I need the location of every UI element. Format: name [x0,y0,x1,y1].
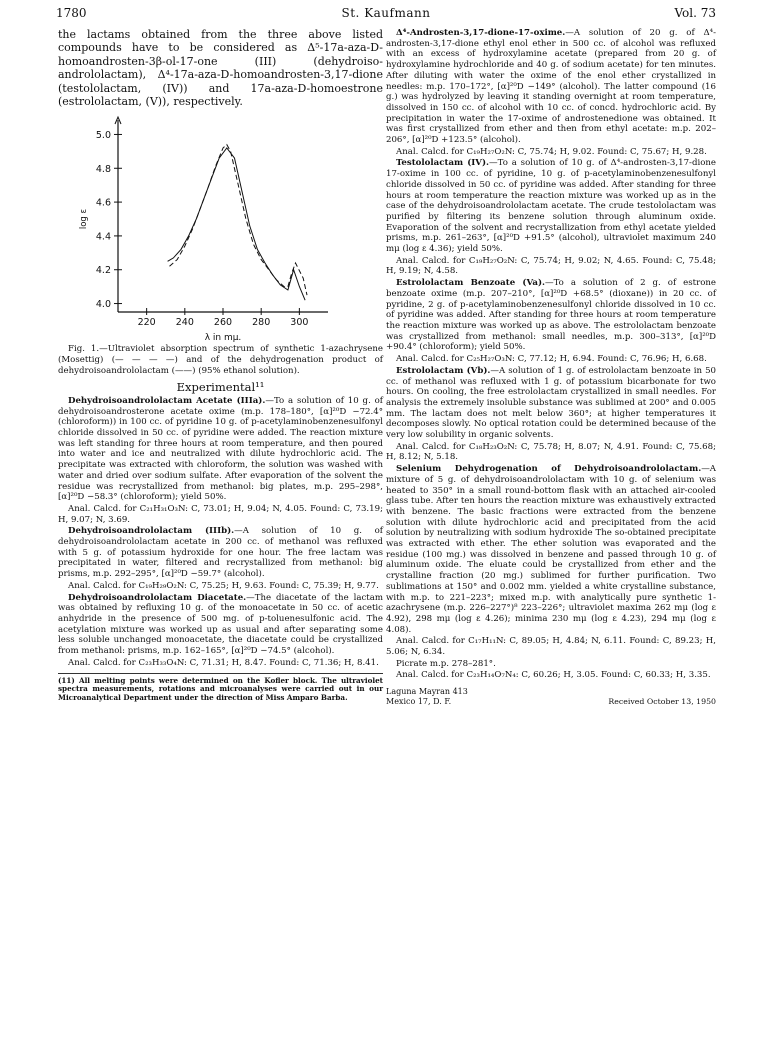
y-tick-label: 4.2 [95,265,111,277]
x-tick-label: 280 [252,317,271,329]
caption-text: Fig. 1.—Ultraviolet absorption spectrum of synthetic 1-azachrysene (Mosettig) (— — — —) and of the dehydrogenation product of dehydroisoandrololactam (——) (95% ethanol solution). [58,344,383,376]
paragraph [386,670,716,681]
paragraph-text: Anal. Calcd. for C₁₈H₂₃O₂N: C, 75.78; H, 8.07; N, 4.91. Found: C, 75.68; H, 8.12; N, 5.18. [386,441,716,463]
series-line-azachrysene [170,145,308,296]
series-line-dehydrogenation-product [168,148,306,300]
section-title: Experimental¹¹ [176,380,265,395]
paragraph [58,658,383,669]
y-tick-label: 4.0 [95,299,111,311]
paragraph-title: Testololactam (IV). [396,158,490,169]
paragraph-title: Dehydroisoandrololactam Acetate (IIIa). [68,395,266,406]
left-paragraphs [58,396,383,669]
footnote: (11) All melting points were determined on the Kofler block. The ultraviolet spectra measurements, rotations and microanalyses were carried out in our Microanalytical Department under the direction of Miss Amparo Barba. [58,673,383,703]
paragraph [58,526,383,580]
volume-label: Vol. 73 [674,6,716,20]
x-tick-label: 220 [137,317,156,329]
uv-spectrum-figure [58,112,383,342]
y-tick-label: 4.8 [95,164,111,176]
running-author: St. Kaufmann [341,6,431,20]
address-line: Mexico 17, D. F. [386,697,452,707]
paragraph-text: —To a solution of 10 g. of Δ⁴-androsten-3,17-dione 17-oxime in 100 cc. of pyridine, 10 g. of p-acetylaminobenzenesulfonyl chloride dissolved in 50 cc. of pyridine was added. After standing for three hours at room temperature the reaction mixture was worked up as in the case of the dehydroisoandrololactam acetate. The crude testololactam was purified by filtering its benzene solution through aluminum oxide. Evaporation of the solvent and recrystallization from ethyl acetate yielded prisms, m.p. 261–263°, [α]²⁰D +91.5° (alcohol), ultraviolet maximum 240 mμ (log ε 4.36); yield 50%. [386,158,716,255]
received-date: Received October 13, 1950 [608,697,716,707]
paragraph-title: Selenium Dehydrogenation of Dehydroisoandrololactam. [396,464,702,475]
paragraph-text: —The diacetate of the lactam was obtained by refluxing 10 g. of the monoacetate in 50 cc. of acetic anhydride in the presence of 500 mg. of p-toluenesulfonic acid. The acetylation mixture was worked up as usual and after separating some less soluble unchanged monoacetate, the diacetate could be crystallized from methanol: prisms, m.p. 162–165°, [α]²⁰D −74.5° (alcohol). [58,592,383,657]
paragraph-title: Estrololactam Benzoate (Va). [396,278,545,289]
paragraph-title: Dehydroisoandrololactam (IIIb). [68,526,235,537]
x-tick-label: 240 [175,317,194,329]
paragraph [386,278,716,353]
author-address [386,687,716,707]
paragraph [386,659,716,670]
y-tick-label: 4.6 [95,198,111,210]
paragraph-text: —To a solution of 10 g. of dehydroisoandrosterone acetate oxime (m.p. 178–180°, [α]²⁰D −72.4° (chloroform)) in 100 cc. of pyridine 10 g. of p-acetylaminobenzenesulfonyl chloride dissolved in 50 cc. of pyridine were added. The reaction mixture was left standing for three hours at room temperature, and then poured into water and ice and neutralized with dilute hydrochloric acid. The precipitate was extracted with chloroform, the solution was washed with water and dried over sodium sulfate. After evaporation of the solvent the residue was recrystallized from methanol: big plates, m.p. 295–298°, [α]²⁰D −58.3° (chloroform); yield 50%. [58,395,383,503]
x-tick-label: 260 [213,317,233,329]
paragraph-text: —A solution of 20 g. of Δ⁴-androsten-3,17-dione ethyl enol ether in 500 cc. of alcohol was refluxed with an excess of hydroxylamine acetate (prepared from 20 g. of hydroxylamine hydrochloride and 40 g. of sodium acetate) for ten minutes. After diluting with water the oxime of the enol ether crystallized in needles: m.p. 170–172°, [α]²⁰D −149° (alcohol). The latter compound (16 g.) was hydrolyzed by leaving it standing overnight at room temperature, dissolved in 150 cc. of alcohol with 10 cc. of concd. hydrochloric acid. By precipitation in water the 17-oxime of androstenedione was obtained. It was first crystallized from ether and then from ethyl acetate: m.p. 202–206°, [α]²⁰D +123.5° (alcohol). [386,28,716,146]
paragraph [386,366,716,441]
paragraph [58,593,383,657]
x-axis-label: λ in mμ. [204,333,242,343]
paragraph-text: Anal. Calcd. for C₂₁H₃₁O₃N: C, 73.01; H, 9.04; N, 4.05. Found: C, 73.19; H, 9.07; N, 3.69. [58,503,383,525]
paragraph [386,158,716,254]
x-tick-label: 300 [290,317,309,329]
paragraph [386,442,716,463]
paragraph-text: —A solution of 1 g. of estrololactam benzoate in 50 cc. of methanol was refluxed with 1 g. of potassium bicarbonate for two hours. On cooling, the free estrololactam crystallized in small needles. For analysis the extremely insoluble substance was sublimed at 200° and 0.005 mm. The lactam does not melt below 360°; at higher temperatures it decomposes slowly. No optical rotation could be determined because of the very low solubility in organic solvents. [386,365,717,441]
paragraph-text: Picrate m.p. 278–281°. [396,658,496,669]
paragraph [58,396,383,503]
paragraph-text: Anal. Calcd. for C₁₉H₂₇O₂N: C, 75.74; H, 9.02; N, 4.65. Found: C, 75.48; H, 9.19; N, 4.58. [386,255,716,277]
uv-spectrum-chart [58,112,383,342]
figure-caption [58,344,383,376]
paragraph [386,464,716,635]
paragraph-title: Δ⁴-Androsten-3,17-dione-17-oxime. [396,28,566,38]
paragraph-text: Anal. Calcd. for C₁₉H₂₇O₂N: C, 75.74; H, 9.02. Found: C, 75.67; H, 9.28. [396,146,707,157]
paragraph-text: Anal. Calcd. for C₁₉H₂₉O₂N: C, 75.25; H, 9.63. Found: C, 75.39; H, 9.77. [68,580,379,591]
paragraph [386,28,716,146]
address-line: Laguna Mayran 413 [386,687,468,697]
intro-paragraph: the lactams obtained from the three above listed compounds have to be considered as Δ⁵-17a-aza-D-homoandrosten-3β-ol-17-one (III) (dehydroiso-andrololactam), Δ⁴-17a-aza-D-homoandrosten-3,17-dione (testololactam, (IV)) and 17a-aza-D-homoestrone (estrololactam, (V)), respectively. [58,28,383,109]
paragraph-text: Anal. Calcd. for C₂₃H₃₃O₄N: C, 71.31; H, 8.47. Found: C, 71.36; H, 8.41. [68,657,379,668]
left-column [58,28,383,703]
paragraph-text: Anal. Calcd. for C₁₇H₁₁N: C, 89.05; H, 4.84; N, 6.11. Found: C, 89.23; H, 5.06; N, 6.34. [386,636,716,658]
paragraph [58,581,383,592]
paragraph-text: Anal. Calcd. for C₂₅H₂₇O₃N: C, 77.12; H, 6.94. Found: C, 76.96; H, 6.68. [396,354,707,365]
running-header [56,6,716,22]
paragraph-text: —A solution of 10 g. of dehydroisoandrololactam acetate in 200 cc. of methanol was refluxed with 5 g. of potassium hydroxide for one hour. The free lactam was precipitated in water, filtered and recrystallized from methanol: big prisms, m.p. 292–295°, [α]²⁰D −59.7° (alcohol). [58,526,383,580]
paragraph-text: Anal. Calcd. for C₂₃H₁₄O₇N₄: C, 60.26; H, 3.05. Found: C, 60.33; H, 3.35. [396,670,711,681]
y-axis-label: log ε [79,209,89,230]
paragraph-text: —To a solution of 2 g. of estrone benzoate oxime (m.p. 207–210°, [α]²⁰D +68.5° (dioxane)) in 20 cc. of pyridine, 2 g. of p-acetylaminobenzenesulfonyl chloride dissolved in 10 cc. of pyridine was added. After standing for three hours at room temperature the reaction mixture was worked up as above. The estrololactam benzoate was crystallized from methanol: small needles, m.p. 300–313°, [α]²⁰D +90.4° (chloroform); yield 50%. [386,278,716,353]
paragraph-title: Estrololactam (Vb). [396,365,491,376]
y-tick-label: 5.0 [95,130,111,142]
paragraph [58,504,383,525]
paragraph [386,636,716,657]
right-column [386,28,716,707]
paragraph [386,354,716,365]
paragraph-title: Dehydroisoandrololactam Diacetate. [68,592,247,603]
paragraph [386,147,716,158]
y-tick-label: 4.4 [95,231,111,243]
paragraph [386,256,716,277]
paragraph-text: —A mixture of 5 g. of dehydroisoandrololactam with 10 g. of selenium was heated to 350° in a small round-bottom flask with an attached air-cooled glass tube. After ten hours the reaction mixture was exhaustively extracted with benzene. The basic fractions were extracted from the benzene solution with dilute hydrochloric acid and precipitated from the acid solution by neutralizing with sodium hydroxide The so-obtained precipitate was extracted with ether. The ether solution was evaporated and the residue (100 mg.) was dissolved in benzene and passed through 10 g. of aluminum oxide. The eluate could be crystallized from ether and the crystalline fraction (20 mg.) sublimed for further purification. Two sublimations at 150° and 0.002 mm. yielded a white crystalline substance, with m.p. to 221–223°; mixed m.p. with analytically pure synthetic 1-azachrysene (m.p. 226–227°)⁸ 223–226°; ultraviolet maxima 262 mμ (log ε 4.92), 298 mμ (log ε 4.26); minima 230 mμ (log ε 4.23), 294 mμ (log ε 4.08). [386,464,716,635]
page-number: 1780 [56,6,87,20]
